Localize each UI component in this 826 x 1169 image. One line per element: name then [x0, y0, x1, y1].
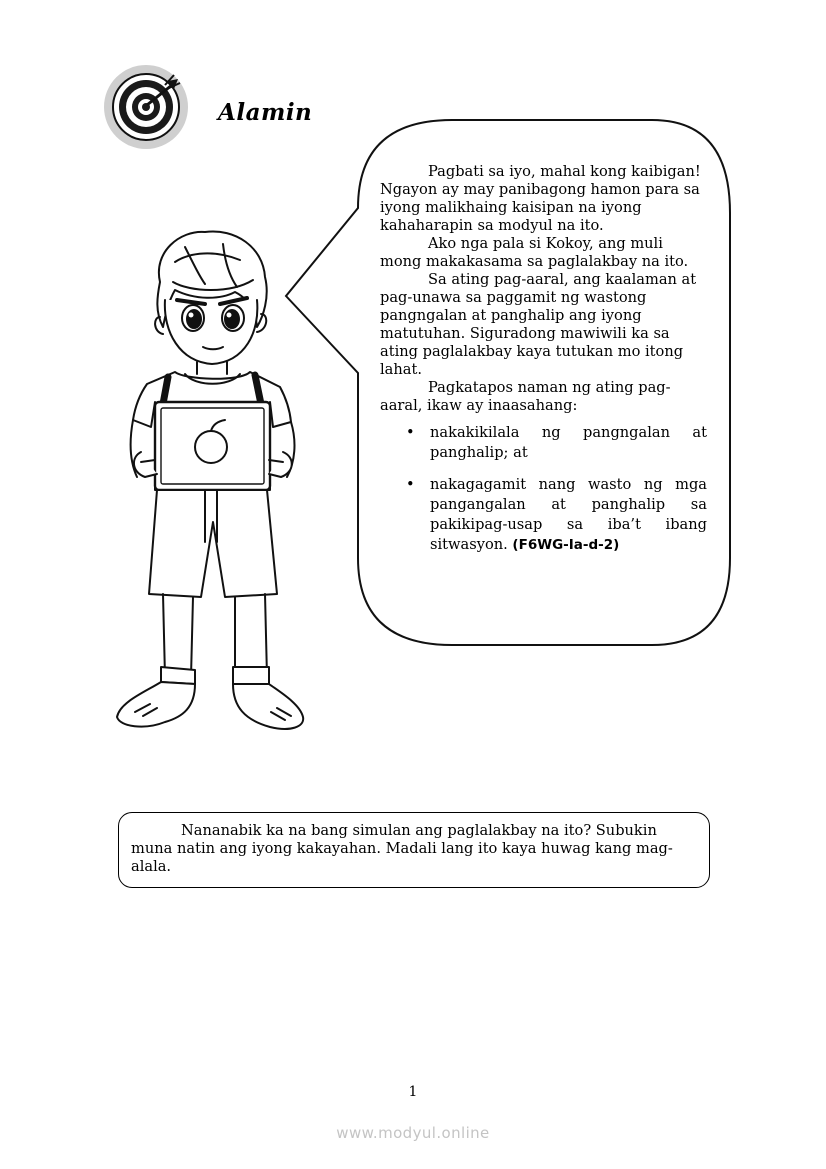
- note-text: Nananabik ka na bang simulan ang paglalakbay na ito? Subukin muna natin ang iyong kakayahan. Madali lang ito kaya huwag kang mag-alala.: [131, 822, 673, 875]
- list-item: • nakakikilala ng pangngalan at panghalip; at: [406, 424, 707, 461]
- list-item: • nakagagamit nang wasto ng mga pangangalan at panghalip sa pakikipag-usap sa iba’t ibang sitwasyon. (F6WG-Ia-d-2): [406, 476, 707, 553]
- bullet-icon: •: [406, 476, 415, 493]
- section-title: Alamin: [218, 99, 313, 126]
- introduction-paragraph: Ako nga pala si Kokoy, ang muli mong makakasama sa paglalakbay na ito.: [380, 235, 689, 270]
- watermark: www.modyul.online: [336, 1124, 490, 1142]
- bubble-text: [380, 163, 707, 567]
- expectations-paragraph: Pagkatapos naman ng ating pag-aaral, ikaw ay inaasahang:: [380, 379, 671, 414]
- note-box: [118, 812, 710, 888]
- target-icon: [102, 63, 190, 151]
- competency-code: (F6WG-Ia-d-2): [512, 537, 620, 553]
- objectives-list: [380, 423, 707, 555]
- lesson-paragraph: Sa ating pag-aaral, ang kaalaman at pag-unawa sa paggamit ng wastong pangngalan at panghalip ang iyong matutuhan. Siguradong mawiwili ka sa ating paglalakbay kaya tutukan mo itong lahat.: [380, 271, 697, 378]
- greeting-paragraph: Pagbati sa iyo, mahal kong kaibigan! Ngayon ay may panibagong hamon para sa iyong malikhaing kaisipan na iyong kahaharapin sa modyul na ito.: [380, 163, 701, 234]
- bullet-icon: •: [406, 424, 415, 441]
- page-number: 1: [408, 1084, 418, 1100]
